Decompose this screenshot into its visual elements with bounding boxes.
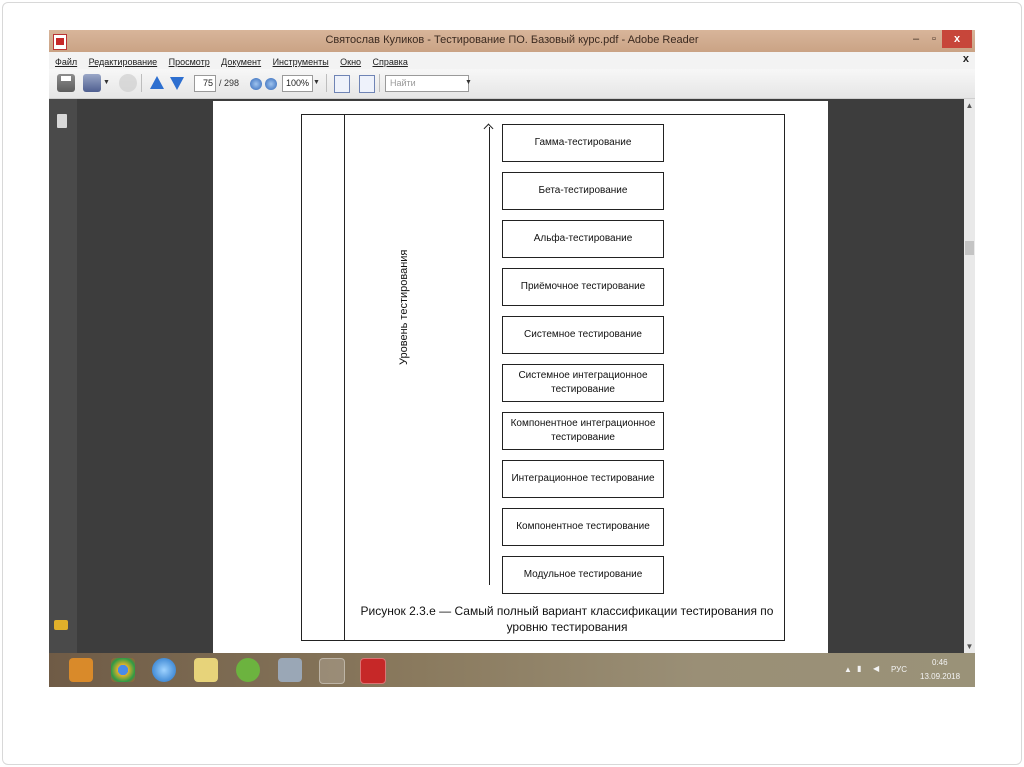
show-hidden-icons-icon[interactable]: ▲ xyxy=(844,665,852,674)
zoom-in-icon[interactable] xyxy=(265,78,277,90)
level-box: Приёмочное тестирование xyxy=(502,268,664,306)
zoom-input[interactable]: 100% xyxy=(282,75,313,92)
clock-date[interactable]: 13.09.2018 xyxy=(920,672,961,681)
menu-help[interactable]: Справка xyxy=(372,57,408,67)
minimize-button[interactable]: – xyxy=(912,33,920,45)
pages-panel-icon[interactable] xyxy=(57,114,67,128)
adobe-reader-taskbar-icon[interactable] xyxy=(360,658,386,684)
pdf-page xyxy=(213,101,828,653)
level-box: Системное интеграционное тестирование xyxy=(502,364,664,402)
chrome-taskbar-icon[interactable] xyxy=(111,658,135,682)
scroll-down-icon[interactable]: ▼ xyxy=(965,642,974,651)
zoom-dropdown-icon[interactable]: ▼ xyxy=(313,79,320,86)
maximize-button[interactable]: ▫ xyxy=(932,33,936,45)
level-axis-arrow xyxy=(489,127,490,585)
menu-edit[interactable]: Редактирование xyxy=(88,57,158,67)
figure-caption: Рисунок 2.3.e — Самый полный вариант классификации тестирования по уровню тестирования xyxy=(360,604,774,634)
level-box: Бета-тестирование xyxy=(502,172,664,210)
window-title: Святослав Куликов - Тестирование ПО. Базовый курс.pdf - Adobe Reader xyxy=(325,34,699,46)
level-box: Компонентное тестирование xyxy=(502,508,664,546)
zoom-out-icon[interactable] xyxy=(250,78,262,90)
level-box: Модульное тестирование xyxy=(502,556,664,594)
level-box: Альфа-тестирование xyxy=(502,220,664,258)
level-box: Системное тестирование xyxy=(502,316,664,354)
toolbar-separator xyxy=(141,74,142,92)
print-icon[interactable] xyxy=(57,74,75,92)
fit-page-icon[interactable] xyxy=(334,75,350,93)
toolbar xyxy=(49,69,975,99)
7zip-taskbar-icon[interactable] xyxy=(69,658,93,682)
taskbar xyxy=(49,653,975,687)
adobe-reader-window xyxy=(49,30,975,687)
figure-frame xyxy=(301,114,785,641)
file-explorer-taskbar-icon[interactable] xyxy=(194,658,218,682)
vertical-scrollbar[interactable] xyxy=(964,99,975,653)
menu-view[interactable]: Просмотр xyxy=(168,57,210,67)
navigation-panel xyxy=(49,99,77,653)
search-input[interactable]: Найти xyxy=(385,75,469,92)
volume-icon[interactable]: ◀ xyxy=(873,664,880,673)
utorrent-taskbar-icon[interactable] xyxy=(236,658,260,682)
document-area xyxy=(77,99,964,653)
menubar xyxy=(49,52,975,70)
language-indicator[interactable]: РУС xyxy=(891,665,908,674)
prev-page-icon[interactable] xyxy=(150,76,164,89)
toolbar-separator xyxy=(326,74,327,92)
menu-file[interactable]: Файл xyxy=(55,57,78,67)
figure-divider xyxy=(344,115,345,640)
fit-width-icon[interactable] xyxy=(359,75,375,93)
share-dropdown-icon[interactable]: ▼ xyxy=(103,79,110,86)
toolbar-separator xyxy=(379,74,380,92)
menu-window[interactable]: Окно xyxy=(340,57,362,67)
level-box: Компонентное интеграционное тестирование xyxy=(502,412,664,450)
search-dropdown-icon[interactable]: ▼ xyxy=(465,79,472,86)
network-icon[interactable]: ▮ xyxy=(857,664,862,673)
level-box: Гамма-тестирование xyxy=(502,124,664,162)
scrollbar-thumb[interactable] xyxy=(965,241,974,255)
axis-label: Уровень тестирования xyxy=(398,249,410,365)
titlebar xyxy=(49,30,975,52)
menu-document[interactable]: Документ xyxy=(221,57,262,67)
menu-tools[interactable]: Инструменты xyxy=(272,57,329,67)
powerpoint-taskbar-icon[interactable] xyxy=(319,658,345,684)
document-close-button[interactable]: x xyxy=(962,53,969,65)
scanner-taskbar-icon[interactable] xyxy=(278,658,302,682)
download-manager-taskbar-icon[interactable] xyxy=(152,658,176,682)
scroll-up-icon[interactable]: ▲ xyxy=(965,101,974,110)
clock-time[interactable]: 0:46 xyxy=(932,658,948,667)
comment-icon[interactable] xyxy=(119,74,137,92)
page-total: / 298 xyxy=(219,78,240,88)
comments-panel-icon[interactable] xyxy=(54,620,68,630)
close-button[interactable]: x xyxy=(942,30,972,48)
share-icon[interactable] xyxy=(83,74,101,92)
page-number-input[interactable]: 75 xyxy=(194,75,216,92)
level-box: Интеграционное тестирование xyxy=(502,460,664,498)
next-page-icon[interactable] xyxy=(170,77,184,90)
